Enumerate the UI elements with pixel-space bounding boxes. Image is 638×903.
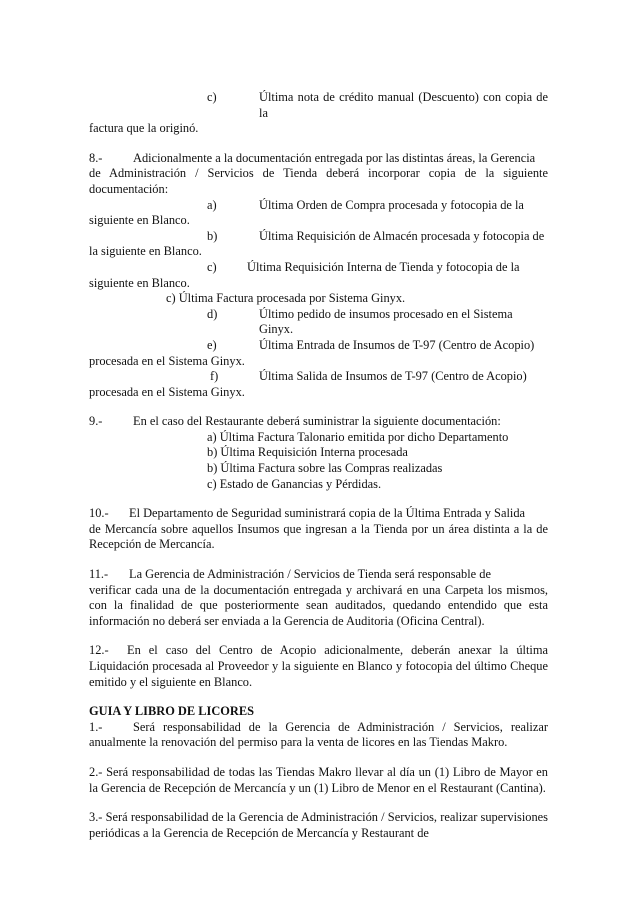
paragraph-number: 11.-: [89, 567, 109, 582]
paragraph-text: 2.- Será responsabilidad de todas las Tiendas Makro llevar al día un (1) Libro de Mayor en la Gerencia de Recepción de Mercancía y un (1) Libro de Menor en el Restaurant (Cantina).: [89, 764, 548, 795]
paragraph-text-cont: de Mercancía sobre aquellos Insumos que ingresan a la Tienda por un área distinta a la de Recepción de Mercancía.: [89, 521, 548, 552]
paragraph-9: [89, 414, 548, 492]
paragraph-10: [89, 506, 548, 553]
section-heading: GUIA Y LIBRO DE LICORES: [89, 704, 255, 719]
document-page: [89, 90, 548, 841]
list-item: c) Última Factura procesada por Sistema Ginyx.: [166, 291, 406, 306]
item-7c: [89, 90, 548, 137]
paragraph-number: 12.-: [89, 643, 109, 658]
list-item: b) Última Requisición de Almacén procesada y fotocopia de: [207, 228, 545, 243]
item-text-cont: factura que la originó.: [89, 121, 199, 136]
list-item: c) Estado de Ganancias y Pérdidas.: [207, 476, 382, 491]
paragraph-8: 8.- Adicionalmente a la documentación entregada por las distintas áreas, la Gerencia de Administración / Servicios de Tienda deberá incorporar copia de la siguiente documentación: a) Última Orden de Compra procesada y fotocopia de la siguiente en Blanco. b) Última Requisición de Almacén procesada y fotocopia de la siguiente en Blanco. c) Última Requisición Interna de Tienda y fotocopia de la siguiente en Blanco. c) Última Factura procesada por Sistema Ginyx. d) Último pedido de insumos procesado en el Sistema Ginyx. e) Última Entrada de Insumos de T-97 (Centro de Acopio) procesada en el Sistema Ginyx. f) Última Salida de Insumos de T-97 (Centro de Acopio) procesada en el Sistema Ginyx.: [89, 150, 548, 399]
section-licores: [89, 704, 548, 841]
list-item: d) Último pedido de insumos procesado en el Sistema Ginyx.: [207, 306, 513, 337]
paragraph-11: [89, 567, 548, 629]
item-text: Última nota de crédito manual (Descuento) con copia de la: [259, 90, 548, 120]
paragraph-text: La Gerencia de Administración / Servicios de Tienda será responsable de: [129, 567, 491, 582]
paragraph-text: En el caso del Centro de Acopio adicionalmente, deberán anexar la última Liquidación procesada al Proveedor y la siguiente en Blanco y fotocopia del último Cheque emitido y el siguiente en Blanco.: [89, 643, 548, 689]
list-item: c) Última Requisición Interna de Tienda y fotocopia de la: [207, 259, 520, 274]
paragraph-text-cont: de Administración / Servicios de Tienda deberá incorporar copia de la siguiente documentación:: [89, 166, 548, 196]
paragraph-number: 1.-: [89, 719, 103, 734]
paragraph-12: [89, 643, 548, 690]
list-item: b) Última Requisición Interna procesada: [207, 445, 408, 460]
paragraph-text: En el caso del Restaurante deberá suministrar la siguiente documentación:: [133, 414, 501, 429]
paragraph-text: Adicionalmente a la documentación entregada por las distintas áreas, la Gerencia: [133, 150, 536, 165]
list-item: a) Última Factura Talonario emitida por dicho Departamento: [207, 429, 509, 444]
list-item: a) Última Orden de Compra procesada y fotocopia de la: [207, 197, 524, 212]
list-item: f) Última Salida de Insumos de T-97 (Centro de Acopio): [210, 369, 527, 384]
list-item: e) Última Entrada de Insumos de T-97 (Centro de Acopio): [207, 337, 535, 352]
paragraph-text: El Departamento de Seguridad suministrará copia de la Última Entrada y Salida: [129, 506, 526, 521]
paragraph-number: 8.-: [89, 150, 103, 165]
item-marker: c): [207, 90, 217, 104]
paragraph-text: 3.- Será responsabilidad de la Gerencia de Administración / Servicios, realizar supervisiones periódicas a la Gerencia de Recepción de Mercancía y Restaurant de: [89, 810, 548, 840]
paragraph-text: Será responsabilidad de la Gerencia de Administración / Servicios, realizar anualmente la renovación del permiso para la venta de licores en las Tiendas Makro.: [89, 719, 548, 750]
list-item: b) Última Factura sobre las Compras realizadas: [207, 461, 443, 476]
paragraph-text-cont: verificar cada una de la documentación entregada y archivará en una Carpeta los mismos, con la finalidad de que posteriormente sean auditados, quedando entendido que esta información no deberá ser enviada a la Gerencia de Auditoria (Oficina Central).: [89, 582, 548, 628]
paragraph-number: 9.-: [89, 414, 103, 429]
paragraph-number: 10.-: [89, 506, 109, 521]
